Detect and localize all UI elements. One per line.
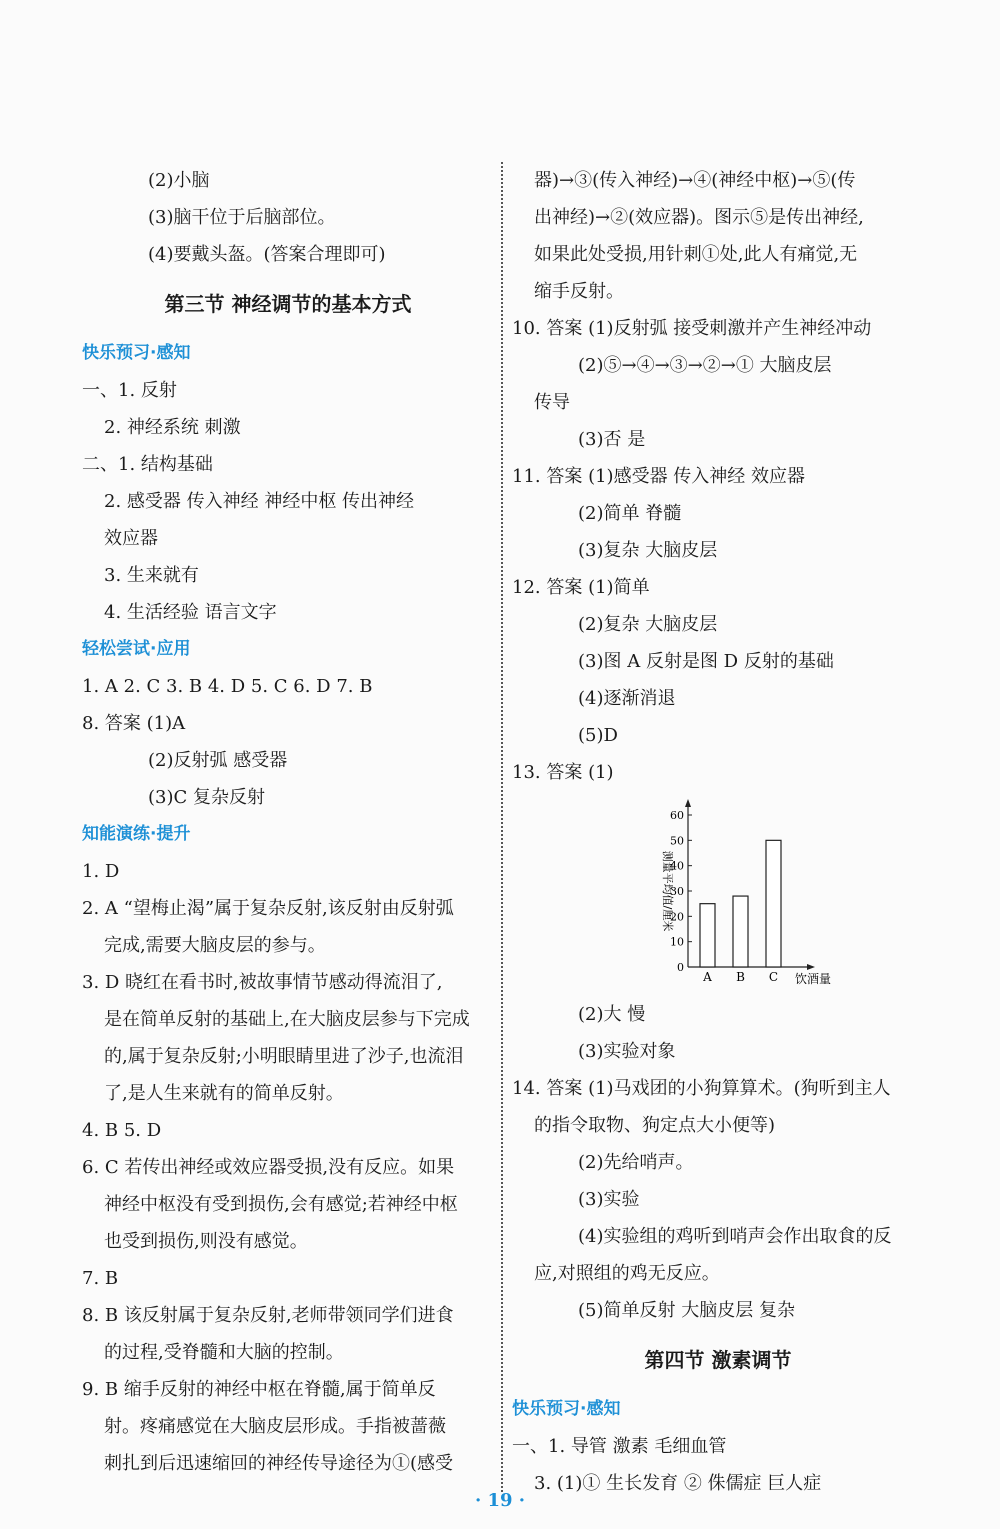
column-divider — [501, 162, 504, 1492]
answer-line: 2. A “望梅止渴”属于复杂反射,该反射由反射弧 — [82, 898, 454, 919]
answer-line: (2)反射弧 感受器 — [148, 750, 288, 771]
bar-A — [700, 904, 715, 967]
answer-line: (2)先给哨声。 — [578, 1152, 694, 1173]
subsection-label: 轻松尝试·应用 — [82, 639, 191, 659]
answer-line: (4)逐渐消退 — [578, 688, 676, 709]
answer-line: (4)要戴头盔。(答案合理即可) — [148, 244, 386, 265]
answer-line: 4. B 5. D — [82, 1120, 162, 1141]
right-column — [512, 162, 924, 1502]
y-tick-label: 50 — [670, 834, 684, 848]
answer-line: 13. 答案 (1) — [512, 762, 614, 783]
answer-line: 射。疼痛感觉在大脑皮层形成。手指被蔷薇 — [104, 1416, 446, 1437]
answer-line: 器)→③(传入神经)→④(神经中枢)→⑤(传 — [534, 170, 856, 191]
y-tick-label: 10 — [670, 935, 684, 949]
y-axis-arrow — [685, 799, 691, 807]
answer-line: 14. 答案 (1)马戏团的小狗算算术。(狗听到主人 — [512, 1078, 891, 1099]
answer-line: 9. B 缩手反射的神经中枢在脊髓,属于简单反 — [82, 1379, 436, 1400]
subsection-label: 快乐预习·感知 — [512, 1399, 621, 1419]
section-heading: 第四节 激素调节 — [644, 1348, 792, 1372]
y-tick-label: 0 — [677, 961, 684, 974]
answer-line: (3)复杂 大脑皮层 — [578, 540, 718, 561]
answer-line: (2)小脑 — [148, 170, 210, 191]
y-tick-label: 60 — [670, 809, 684, 822]
y-axis-label: 测量平均值/厘米 — [661, 850, 674, 932]
y-tick-label: 40 — [670, 859, 684, 873]
right-column-top — [512, 162, 924, 791]
bar-C — [766, 840, 781, 967]
right-column-bottom — [512, 996, 924, 1502]
answer-line: 神经中枢没有受到损伤,会有感觉;若神经中枢 — [104, 1194, 458, 1215]
answer-line: 应,对照组的鸡无反应。 — [534, 1263, 720, 1284]
answer-line: 3. (1)① 生长发育 ② 侏儒症 巨人症 — [534, 1473, 822, 1494]
answer-line: 2. 神经系统 刺激 — [104, 417, 241, 438]
answer-line: 一、1. 导管 激素 毛细血管 — [512, 1436, 727, 1457]
bar-chart-container — [512, 791, 924, 996]
answer-line: 11. 答案 (1)感受器 传入神经 效应器 — [512, 466, 806, 487]
subsection-label: 快乐预习·感知 — [82, 343, 191, 363]
answer-line: 3. D 晓红在看书时,被故事情节感动得流泪了, — [82, 972, 443, 993]
answer-line: 12. 答案 (1)简单 — [512, 577, 650, 598]
answer-line: 1. D — [82, 861, 120, 882]
answer-line: 出神经)→②(效应器)。图示⑤是传出神经, — [534, 207, 864, 228]
answer-line: 如果此处受损,用针刺①处,此人有痛觉,无 — [534, 244, 858, 265]
page-number: · 19 · — [474, 1490, 526, 1511]
x-tick-label: C — [768, 970, 779, 984]
y-tick-label: 20 — [670, 910, 684, 924]
answer-line: (5)简单反射 大脑皮层 复杂 — [578, 1300, 795, 1321]
answer-line: 10. 答案 (1)反射弧 接受刺激并产生神经冲动 — [512, 318, 872, 339]
answer-line: 也受到损伤,则没有感觉。 — [104, 1231, 308, 1252]
answer-line: (3)实验对象 — [578, 1041, 676, 1062]
section-heading: 第三节 神经调节的基本方式 — [164, 292, 412, 316]
answer-line: 8. 答案 (1)A — [82, 713, 186, 734]
answer-line: 7. B — [82, 1268, 119, 1289]
answer-line: (2)大 慢 — [578, 1004, 646, 1025]
x-tick-label: B — [736, 970, 745, 984]
answer-line: 4. 生活经验 语言文字 — [104, 602, 277, 623]
subsection-label: 知能演练·提升 — [82, 824, 191, 844]
answer-line: (4)实验组的鸡听到哨声会作出取食的反 — [578, 1226, 892, 1247]
answer-line: 是在简单反射的基础上,在大脑皮层参与下完成 — [104, 1009, 470, 1030]
answer-line: 完成,需要大脑皮层的参与。 — [104, 935, 326, 956]
answer-line: 刺扎到后迅速缩回的神经传导途径为①(感受 — [104, 1453, 454, 1474]
answer-line: 2. 感受器 传入神经 神经中枢 传出神经 — [104, 491, 415, 512]
answer-line: 8. B 该反射属于复杂反射,老师带领同学们进食 — [82, 1305, 454, 1326]
answer-line: 的过程,受脊髓和大脑的控制。 — [104, 1342, 344, 1363]
answer-line: 3. 生来就有 — [104, 565, 199, 586]
answer-line: (2)复杂 大脑皮层 — [578, 614, 718, 635]
answer-line: (5)D — [578, 725, 618, 746]
y-tick-label: 30 — [670, 885, 684, 898]
x-axis-arrow — [807, 964, 815, 970]
answer-line: 缩手反射。 — [534, 281, 624, 302]
answer-line: 了,是人生来就有的简单反射。 — [104, 1083, 344, 1104]
x-axis-label: 饮酒量 — [795, 972, 832, 986]
answer-line: (3)图 A 反射是图 D 反射的基础 — [578, 651, 834, 672]
bar-chart — [650, 799, 832, 989]
answer-line: 效应器 — [104, 528, 158, 549]
x-tick-label: A — [703, 970, 712, 984]
left-column — [82, 162, 494, 1482]
answer-line: 一、1. 反射 — [82, 380, 177, 401]
answer-line: (3)脑干位于后脑部位。 — [148, 207, 336, 228]
answer-line: 二、1. 结构基础 — [82, 454, 213, 475]
bar-B — [733, 896, 748, 967]
answer-line: 传导 — [534, 392, 570, 413]
answer-line: (3)C 复杂反射 — [148, 787, 265, 808]
answer-line: (3)否 是 — [578, 429, 646, 450]
answer-line: 1. A 2. C 3. B 4. D 5. C 6. D 7. B — [82, 676, 373, 697]
answer-line: 的,属于复杂反射;小明眼睛里进了沙子,也流泪 — [104, 1046, 464, 1067]
answer-line: (3)实验 — [578, 1189, 640, 1210]
answer-line: (2)简单 脊髓 — [578, 503, 682, 524]
answer-line: (2)⑤→④→③→②→① 大脑皮层 — [578, 355, 832, 376]
answer-line: 6. C 若传出神经或效应器受损,没有反应。如果 — [82, 1157, 455, 1178]
answer-line: 的指令取物、狗定点大小便等) — [534, 1115, 776, 1136]
